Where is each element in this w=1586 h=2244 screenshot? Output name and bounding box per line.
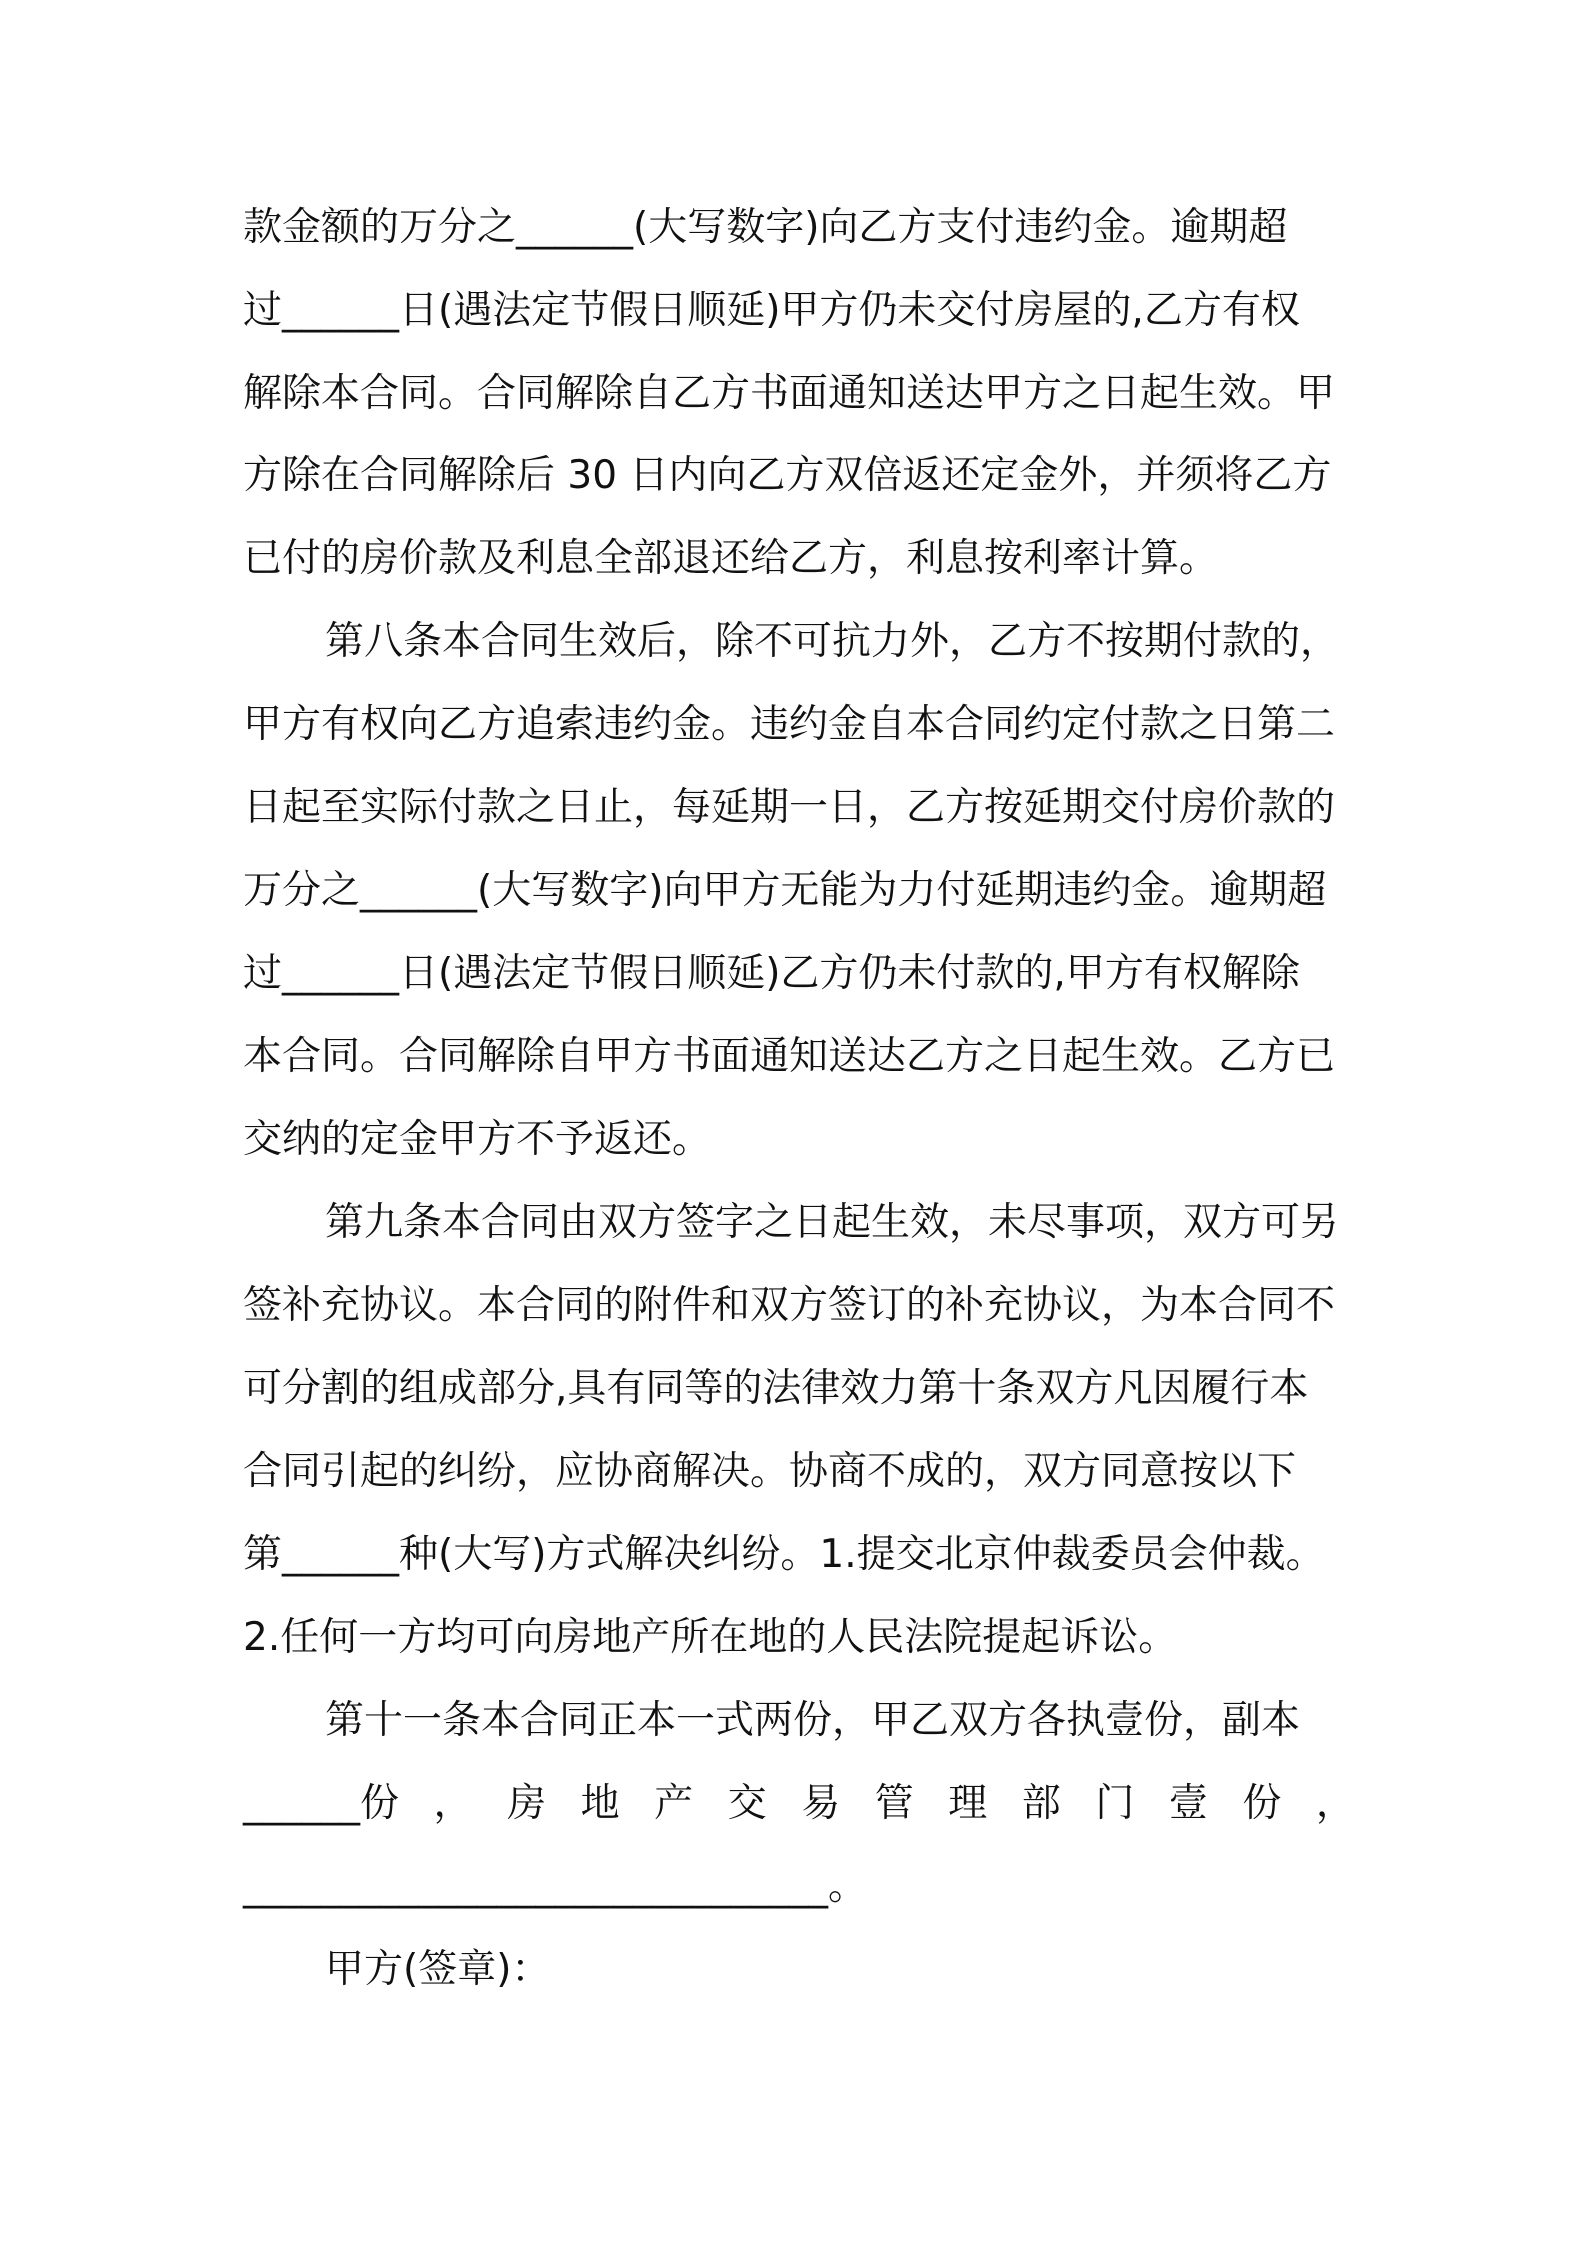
text-line: 2.任何一方均可向房地产所在地的人民法院提起诉讼。 [243,1615,1178,1660]
blank-fill-line: ______________________________。 [243,1864,867,1909]
text-line: 已付的房价款及利息全部退还给乙方，利息按利率计算。 [243,536,1219,581]
spaced-text-line [243,1776,1355,1832]
text-segment: 壹 [1168,1781,1208,1826]
text-line: 过______日(遇法定节假日顺延)甲方仍未交付房屋的,乙方有权 [243,288,1300,333]
text-line: 方除在合同解除后 30 日内向乙方双倍返还定金外，并须将乙方 [243,453,1332,498]
text-line: 本合同。合同解除自甲方书面通知送达乙方之日起生效。乙方已 [243,1034,1336,1079]
text-segment: 部 [1021,1781,1061,1826]
paragraph-article-8: 第八条本合同生效后，除不可抗力外，乙方不按期付款的， [325,619,1340,664]
paragraph-article-9: 第九条本合同由双方签字之日起生效，未尽事项，双方可另 [325,1200,1340,1245]
text-segment: 理 [948,1781,988,1826]
text-segment: ， [1315,1781,1355,1826]
text-segment: 房 [507,1781,547,1826]
text-line: 合同引起的纠纷，应协商解决。协商不成的，双方同意按以下 [243,1449,1297,1494]
text-line: 签补充协议。本合同的附件和双方签订的补充协议，为本合同不 [243,1283,1336,1328]
text-segment: 份 [1242,1781,1282,1826]
text-line: 可分割的组成部分,具有同等的法律效力第十条双方凡因履行本 [243,1366,1309,1411]
text-line: 日起至实际付款之日止，每延期一日，乙方按延期交付房价款的 [243,785,1336,830]
text-segment: 产 [654,1781,694,1826]
signature-label: 甲方(签章)： [325,1947,551,1992]
paragraph-article-11: 第十一条本合同正本一式两份，甲乙双方各执壹份，副本 [325,1698,1301,1743]
text-line: 第______种(大写)方式解决纠纷。1.提交北京仲裁委员会仲裁。 [243,1532,1325,1577]
text-segment: 易 [801,1781,841,1826]
text-line: 款金额的万分之______(大写数字)向乙方支付违约金。逾期超 [243,205,1288,250]
text-segment: 地 [580,1781,620,1826]
text-segment: ， [433,1781,473,1826]
text-line: 解除本合同。合同解除自乙方书面通知送达甲方之日起生效。甲 [243,371,1336,416]
text-line: 甲方有权向乙方追索违约金。违约金自本合同约定付款之日第二 [243,702,1336,747]
text-segment: 交 [727,1781,767,1826]
text-line: 万分之______(大写数字)向甲方无能为力付延期违约金。逾期超 [243,868,1327,913]
text-line: 过______日(遇法定节假日顺延)乙方仍未付款的,甲方有权解除 [243,951,1300,996]
text-segment: 管 [874,1781,914,1826]
text-line: 交纳的定金甲方不予返还。 [243,1117,712,1162]
text-segment: 门 [1095,1781,1135,1826]
text-segment: ______份 [243,1781,400,1826]
